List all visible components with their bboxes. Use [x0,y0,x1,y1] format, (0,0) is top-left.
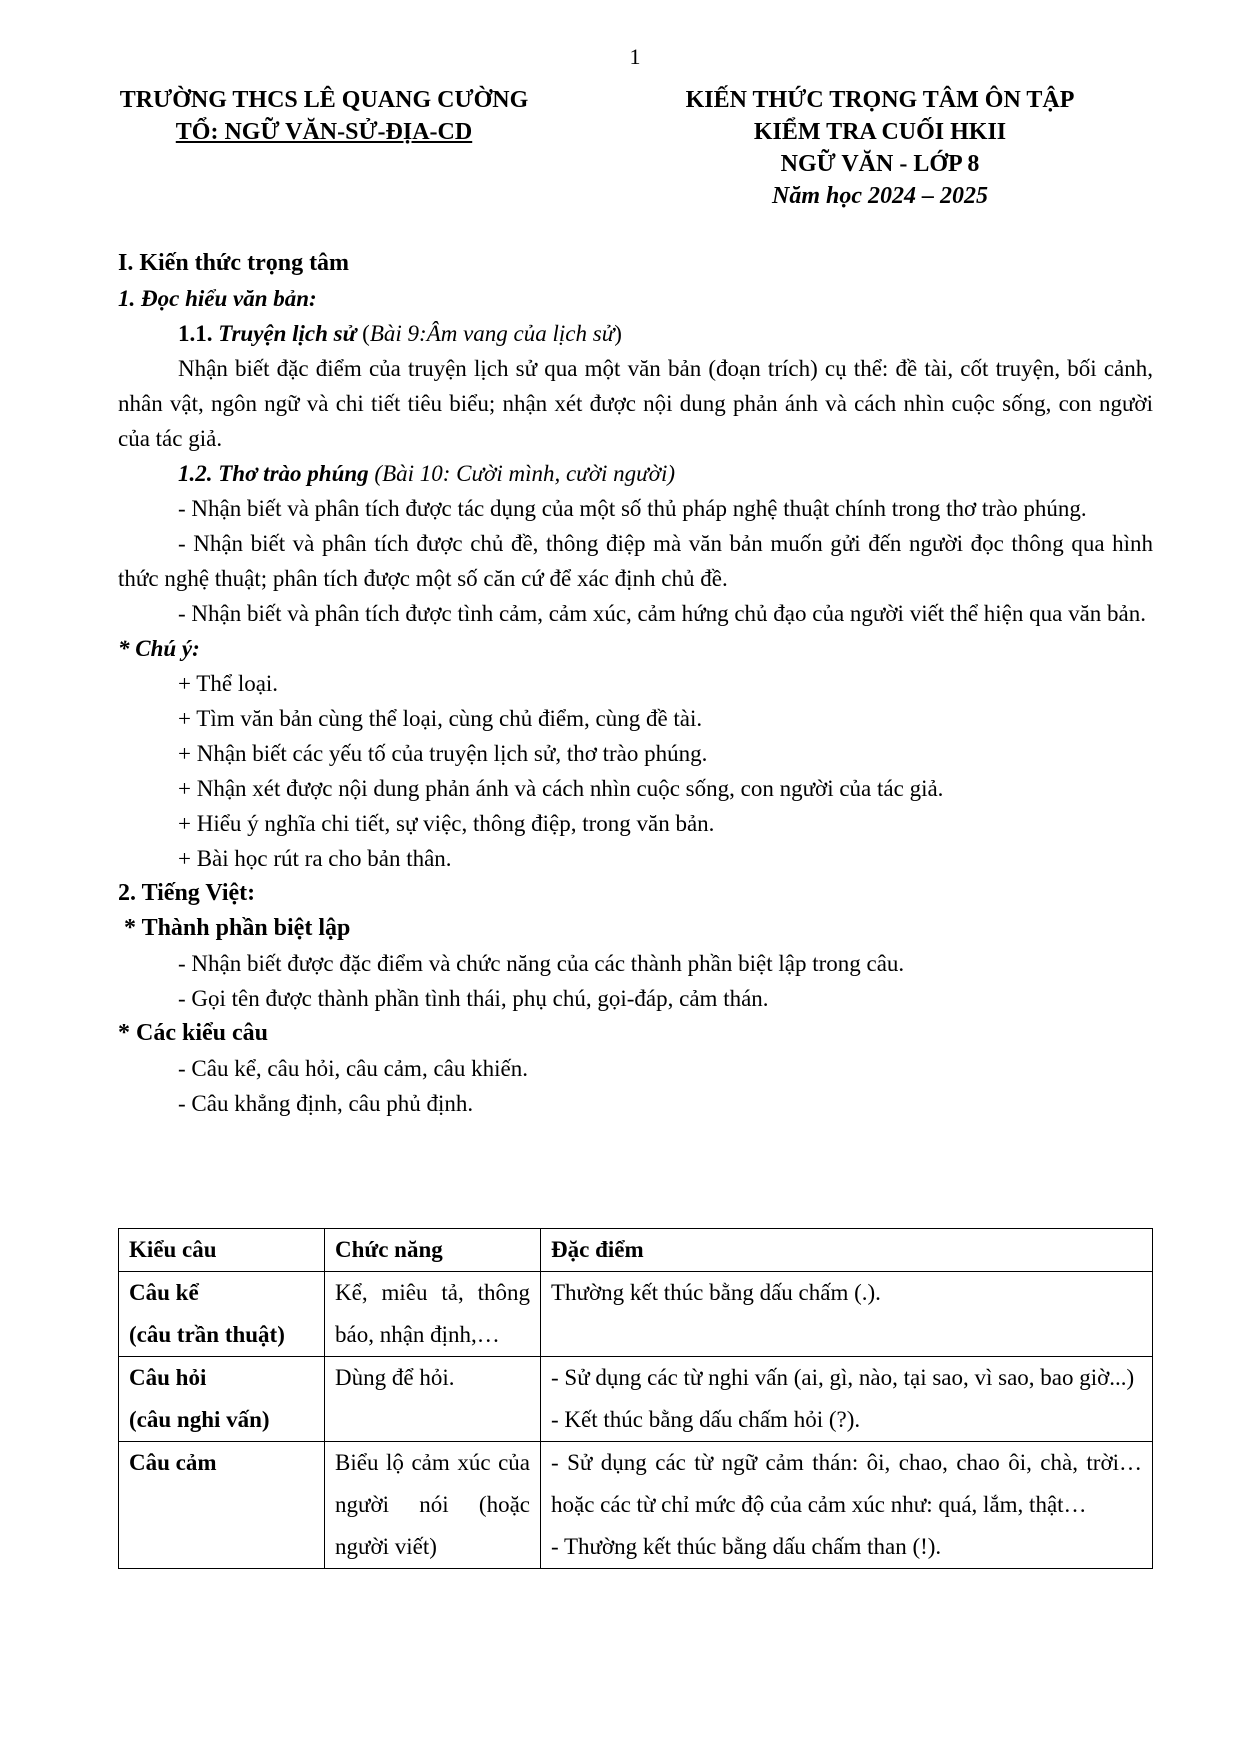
type-line: (câu trần thuật) [129,1322,285,1347]
table-header-row [119,1229,1153,1272]
table-cell-features [541,1442,1153,1569]
table-cell-type [119,1357,325,1442]
department-name: TỔ: NGỮ VĂN-SỬ-ĐỊA-CD [175,119,473,145]
s11-paragraph: Nhận biết đặc điểm của truyện lịch sử qua một văn bản (đoạn trích) cụ thể: đề tài, cốt truyện, bối cảnh, nhân vật, ngôn ngữ và chi tiết tiêu biểu; nhận xét được nội dung phản ánh và cách nhìn cuộc sống, con người của tác giả. [118,356,1153,451]
s12-title: 1.2. Thơ trào phúng [178,461,369,486]
s11-number: 1.1. [178,321,213,346]
page-number: 1 [629,44,641,69]
note-item: + Bài học rút ra cho bản thân. [178,846,452,871]
note-item: + Thể loại. [178,671,279,696]
type-line: Câu kể [129,1280,199,1305]
doc-title-line2: KIỂM TRA CUỐI HKII [753,119,1007,145]
feature-line: - Sử dụng các từ nghi vấn (ai, gì, nào, tại sao, vì sao, bao giờ...) [551,1365,1135,1390]
table-cell-type [119,1442,325,1569]
table-row [119,1357,1153,1442]
s11-reference: Bài 9:Âm vang của lịch sử [369,321,615,346]
table-header-cell: Kiểu câu [119,1229,325,1272]
note-heading: * Chú ý: [118,636,200,661]
s11-name: Truyện lịch sử [218,321,357,346]
table-cell-features [541,1272,1153,1357]
table-cell-function: Dùng để hỏi. [325,1357,541,1442]
table-header-cell: Chức năng [325,1229,541,1272]
table-header-cell: Đặc điểm [541,1229,1153,1272]
s12-reference: (Bài 10: Cười mình, cười người) [374,461,676,486]
subsection-1-2-heading [118,456,1153,491]
school-name: TRƯỜNG THCS LÊ QUANG CƯỜNG [119,87,529,113]
table-row [119,1442,1153,1569]
doc-title-line1: KIẾN THỨC TRỌNG TÂM ÔN TẬP [685,87,1075,113]
type-line: Câu hỏi [129,1365,207,1390]
subsection-2-heading: 2. Tiếng Việt: [118,880,256,906]
tpbl-item: - Gọi tên được thành phần tình thái, phụ chú, gọi-đáp, cảm thán. [178,986,769,1011]
table-cell-type [119,1272,325,1357]
feature-line: - Kết thúc bằng dấu chấm hỏi (?). [551,1407,861,1432]
kieucau-item: - Câu khẳng định, câu phủ định. [178,1091,474,1116]
section-1-heading: I. Kiến thức trọng tâm [118,250,350,276]
s12-item: - Nhận biết và phân tích được tình cảm, cảm xúc, cảm hứng chủ đạo của người viết thể hiện qua văn bản. [178,601,1146,626]
doc-title-line3: NGỮ VĂN - LỚP 8 [780,151,980,177]
feature-line: - Thường kết thúc bằng dấu chấm than (!). [551,1534,942,1559]
table-cell-function: Biểu lộ cảm xúc của người nói (hoặc người viết) [325,1442,541,1569]
tpbl-heading: * Thành phần biệt lập [118,915,351,941]
s12-item: - Nhận biết và phân tích được chủ đề, thông điệp mà văn bản muốn gửi đến người đọc thông qua hình thức nghệ thuật; phân tích được một số căn cứ để xác định chủ đề. [118,531,1153,591]
school-year: Năm học 2024 – 2025 [772,183,988,209]
kieucau-heading: * Các kiểu câu [118,1020,268,1046]
table-row [119,1272,1153,1357]
note-item: + Tìm văn bản cùng thể loại, cùng chủ điểm, cùng đề tài. [178,706,703,731]
table-cell-function: Kể, miêu tả, thông báo, nhận định,… [325,1272,541,1357]
sentence-types-table [118,1228,1153,1569]
type-line: (câu nghi vấn) [129,1407,270,1432]
kieucau-item: - Câu kể, câu hỏi, câu cảm, câu khiến. [178,1056,528,1081]
s12-item: - Nhận biết và phân tích được tác dụng của một số thủ pháp nghệ thuật chính trong thơ trào phúng. [178,496,1087,521]
tpbl-item: - Nhận biết được đặc điểm và chức năng của các thành phần biệt lập trong câu. [178,951,905,976]
feature-line: - Sử dụng các từ ngữ cảm thán: ôi, chao, chao ôi, chà, trời…hoặc các từ chỉ mức độ của cảm xúc như: quá, lắm, thật… [551,1450,1142,1517]
subsection-1-heading: 1. Đọc hiểu văn bản: [118,286,317,311]
note-item: + Nhận biết các yếu tố của truyện lịch sử, thơ trào phúng. [178,741,708,766]
document-body [118,246,1153,1121]
note-item: + Hiểu ý nghĩa chi tiết, sự việc, thông điệp, trong văn bản. [178,811,715,836]
feature-line: Thường kết thúc bằng dấu chấm (.). [551,1280,881,1305]
header-left [84,84,564,148]
subsection-1-1-heading: 1.1. Truyện lịch sử (Bài 9:Âm vang của lịch sử) [178,321,622,346]
type-line: Câu cảm [129,1450,217,1475]
header-right [640,84,1120,212]
table-cell-features [541,1357,1153,1442]
note-item: + Nhận xét được nội dung phản ánh và cách nhìn cuộc sống, con người của tác giả. [178,776,944,801]
